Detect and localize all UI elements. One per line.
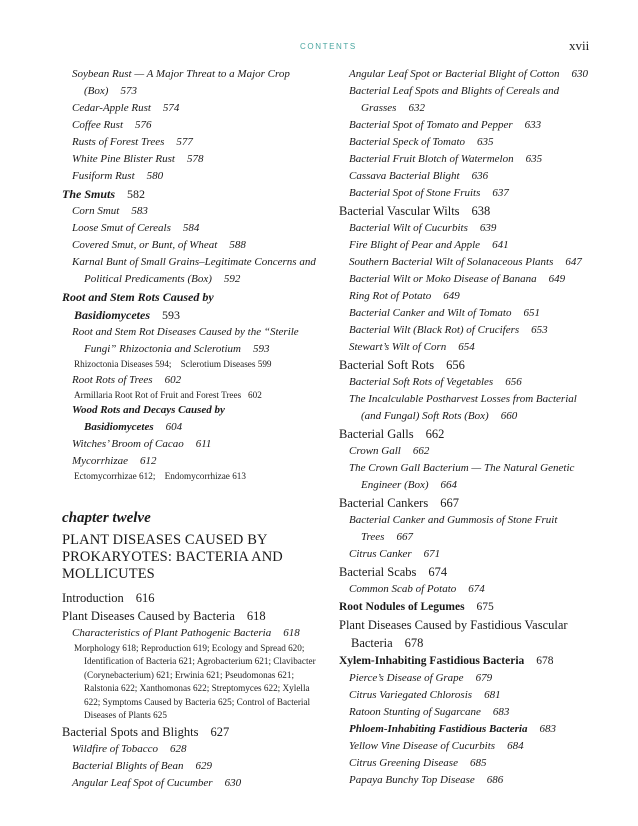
toc-entry: Covered Smut, or Bunt, of Wheat 588: [72, 239, 246, 251]
toc-entry: Characteristics of Plant Pathogenic Bacteria 618: [72, 626, 300, 639]
toc-entry: The Crown Gall Bacterium — The Natural Genetic Engineer (Box) 664: [349, 462, 575, 491]
toc-section-heading: Bacterial Cankers 667: [339, 496, 459, 510]
toc-section-heading: Plant Diseases Caused by Fastidious Vascular Bacteria 678: [339, 618, 568, 650]
toc-subentries: Armillaria Root Rot of Fruit and Forest Trees 602: [74, 389, 262, 400]
toc-entry: Bacterial Spot of Tomato and Pepper 633: [349, 119, 542, 131]
toc-entry: Crown Gall 662: [349, 445, 430, 457]
toc-entry: Stewart’s Wilt of Corn 654: [349, 341, 475, 353]
toc-entry: Cedar-Apple Rust 574: [72, 102, 180, 114]
toc-entry: Citrus Variegated Chlorosis 681: [349, 689, 501, 701]
toc-entry: Pierce’s Disease of Grape 679: [349, 672, 493, 684]
toc-entry: Bacterial Speck of Tomato 635: [349, 136, 494, 148]
toc-entry: Bacterial Fruit Blotch of Watermelon 635: [349, 153, 543, 165]
toc-subentries: Ectomycorrhizae 612; Endomycorrhizae 613: [74, 471, 246, 481]
toc-section-heading: Root Nodules of Legumes 675: [339, 601, 494, 613]
toc-entry: Root Rots of Trees 602: [72, 373, 182, 386]
toc-subsection-heading: Wood Rots and Decays Caused by Basidiomycetes 604: [72, 404, 225, 433]
toc-entry: Mycorrhizae 612: [72, 455, 157, 467]
toc-entry: Fire Blight of Pear and Apple 641: [349, 239, 509, 251]
toc-entry: Papaya Bunchy Top Disease 686: [349, 774, 504, 786]
toc-entry: Ratoon Stunting of Sugarcane 683: [349, 706, 510, 718]
toc-entry: Soybean Rust — A Major Threat to a Major Crop (Box) 573: [72, 68, 290, 97]
toc-section-heading: Bacterial Spots and Blights 627: [62, 724, 230, 739]
toc-entry: Coffee Rust 576: [72, 119, 152, 131]
toc-entry: Angular Leaf Spot of Cucumber 630: [72, 776, 242, 789]
toc-right-column: [339, 66, 591, 789]
toc-entry: The Incalculable Postharvest Losses from Bacterial (and Fungal) Soft Rots (Box) 660: [349, 393, 577, 422]
toc-subentries: Rhizoctonia Diseases 594; Sclerotium Diseases 599: [74, 359, 272, 369]
toc-subentries: Morphology 618; Reproduction 619; Ecology and Spread 620; Identification of Bacteria 621; Agrobacterium 621; Clavibacter (Corynebacterium) 621; Erwinia 621; Pseudomonas 621; Ralstonia 622; Xanthomonas 622; Streptomyces 622; Xylella 622; Symptoms Caused by Bacteria 625; Control of Bacterial Diseases of Plants 625: [74, 642, 316, 720]
toc-entry: Bacterial Leaf Spots and Blights of Cereals and Grasses 632: [349, 85, 560, 114]
toc-entry: Bacterial Wilt or Moko Disease of Banana 649: [349, 273, 566, 285]
toc-entry: Wildfire of Tobacco 628: [72, 742, 187, 755]
toc-entry: Yellow Vine Disease of Cucurbits 684: [349, 740, 524, 752]
toc-entry: Bacterial Spot of Stone Fruits 637: [349, 187, 509, 199]
toc-entry: Angular Leaf Spot or Bacterial Blight of Cotton 630: [349, 68, 589, 80]
chapter-label: chapter twelve: [62, 509, 151, 526]
toc-entry: Citrus Greening Disease 685: [349, 757, 487, 769]
toc-entry: Loose Smut of Cereals 584: [72, 222, 200, 234]
chapter-title: PLANT DISEASES CAUSED BY PROKARYOTES: BACTERIA AND MOLLICUTES: [62, 531, 283, 582]
toc-left-column: [62, 66, 318, 792]
toc-section-heading: Xylem-Inhabiting Fastidious Bacteria 678: [339, 655, 554, 667]
toc-entry: Bacterial Wilt (Black Rot) of Crucifers 653: [349, 324, 548, 336]
toc-section-heading: Bacterial Galls 662: [339, 427, 445, 441]
toc-section-heading: Bacterial Scabs 674: [339, 565, 448, 579]
toc-entry: Rusts of Forest Trees 577: [72, 136, 193, 148]
toc-entry: Karnal Bunt of Small Grains–Legitimate Concerns and Political Predicaments (Box) 592: [72, 256, 316, 285]
toc-section-heading: Introduction 616: [62, 590, 155, 605]
toc-entry: Bacterial Canker and Gummosis of Stone Fruit Trees 667: [349, 514, 558, 543]
toc-entry: Bacterial Canker and Wilt of Tomato 651: [349, 307, 540, 319]
toc-entry: Bacterial Wilt of Cucurbits 639: [349, 222, 497, 234]
toc-section-heading: The Smuts 582: [62, 187, 146, 201]
toc-section-heading: Root and Stem Rots Caused by Basidiomycetes 593: [62, 290, 214, 322]
toc-entry: Corn Smut 583: [72, 205, 148, 217]
toc-entry: Root and Stem Rot Diseases Caused by the “Sterile Fungi” Rhizoctonia and Sclerotium 593: [72, 326, 299, 355]
toc-section-heading: Bacterial Soft Rots 656: [339, 358, 465, 372]
toc-section-heading: Plant Diseases Caused by Bacteria 618: [62, 608, 266, 623]
toc-section-heading: Bacterial Vascular Wilts 638: [339, 204, 491, 218]
page-number: xvii: [569, 38, 590, 53]
toc-entry: Fusiform Rust 580: [72, 170, 164, 182]
toc-entry: Southern Bacterial Wilt of Solanaceous Plants 647: [349, 256, 582, 268]
toc-entry: Witches’ Broom of Cacao 611: [72, 438, 212, 450]
running-head: CONTENTS: [300, 42, 357, 51]
toc-entry: Ring Rot of Potato 649: [349, 290, 460, 302]
toc-entry: White Pine Blister Rust 578: [72, 153, 204, 165]
toc-entry: Bacterial Blights of Bean 629: [72, 759, 213, 772]
toc-entry: Bacterial Soft Rots of Vegetables 656: [349, 376, 522, 388]
toc-entry: Common Scab of Potato 674: [349, 583, 485, 595]
toc-entry: Citrus Canker 671: [349, 548, 441, 560]
toc-subsection-heading: Phloem-Inhabiting Fastidious Bacteria 683: [349, 723, 556, 735]
page-header: [0, 38, 638, 58]
toc-entry: Cassava Bacterial Blight 636: [349, 170, 489, 182]
